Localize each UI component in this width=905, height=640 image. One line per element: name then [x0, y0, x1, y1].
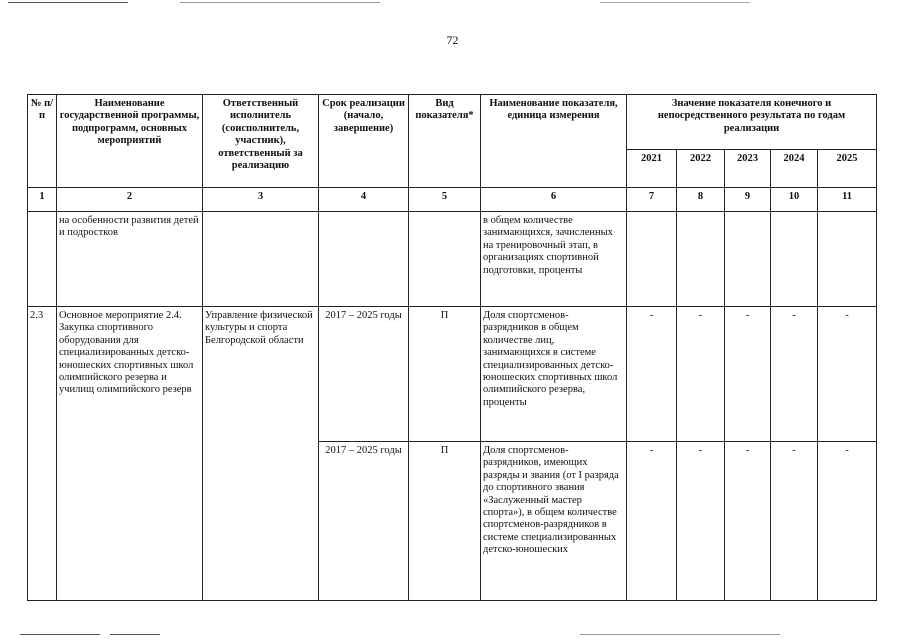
column-number: 8 [677, 188, 725, 212]
header-year: 2021 [627, 150, 677, 188]
row-term: 2017 – 2025 годы [319, 307, 409, 442]
header-year: 2025 [818, 150, 877, 188]
row-value: - [725, 442, 771, 601]
column-number: 7 [627, 188, 677, 212]
header-values: Значение показателя конечного и непосредственного результата по годам реализации [627, 95, 877, 150]
row-value [818, 212, 877, 307]
scan-edge-line [180, 2, 380, 3]
header-year: 2022 [677, 150, 725, 188]
scan-edge-line [20, 634, 100, 635]
row-value: - [627, 307, 677, 442]
row-program: на особенности развития детей и подростков [57, 212, 203, 307]
table-row [28, 212, 877, 307]
header-executor: Ответственный исполнитель (соисполнитель, участник), ответственный за реализацию [203, 95, 319, 188]
header-kind: Вид показателя* [409, 95, 481, 188]
column-number: 11 [818, 188, 877, 212]
row-indicator: в общем количестве занимающихся, зачисленных на тренировочный этап, в организациях спортивной подготовки, проценты [481, 212, 627, 307]
row-value [725, 212, 771, 307]
row-num: 2.3 [28, 307, 57, 601]
row-kind: П [409, 442, 481, 601]
row-kind: П [409, 307, 481, 442]
row-indicator: Доля спортсменов-разрядников в общем количестве лиц, занимающихся в системе специализированных детско-юношеских спортивных школ олимпийского резерва, проценты [481, 307, 627, 442]
row-program: Основное мероприятие 2.4. Закупка спортивного оборудования для специализированных детско-юношеских спортивных школ олимпийского резерва и училищ олимпийского резерв [57, 307, 203, 601]
column-number: 4 [319, 188, 409, 212]
page-number: 72 [446, 33, 459, 47]
scan-edge-line [8, 2, 128, 3]
column-number: 6 [481, 188, 627, 212]
header-term: Срок реализации (начало, завершение) [319, 95, 409, 188]
row-indicator: Доля спортсменов-разрядников, имеющих разряды и звания (от I разряда до спортивного звания «Заслуженный мастер спорта»), в общем количестве спортсменов-разрядников в системе специализированных детско-юношеских [481, 442, 627, 601]
program-indicators-table [27, 94, 877, 601]
row-value: - [771, 442, 818, 601]
row-term [319, 212, 409, 307]
row-value: - [818, 442, 877, 601]
row-kind [409, 212, 481, 307]
row-value: - [818, 307, 877, 442]
scan-edge-line [110, 634, 160, 635]
row-value: - [677, 307, 725, 442]
row-executor [203, 212, 319, 307]
column-number: 9 [725, 188, 771, 212]
header-indicator: Наименование показателя, единица измерения [481, 95, 627, 188]
row-value: - [771, 307, 818, 442]
column-number: 10 [771, 188, 818, 212]
row-value: - [627, 442, 677, 601]
row-value [771, 212, 818, 307]
header-row [28, 95, 877, 150]
row-value [677, 212, 725, 307]
column-number-row [28, 188, 877, 212]
header-num: № п/п [28, 95, 57, 188]
scan-edge-line [580, 634, 780, 635]
column-number: 5 [409, 188, 481, 212]
header-year: 2023 [725, 150, 771, 188]
row-term: 2017 – 2025 годы [319, 442, 409, 601]
column-number: 2 [57, 188, 203, 212]
row-value: - [677, 442, 725, 601]
table-row [28, 307, 877, 442]
row-num [28, 212, 57, 307]
header-year: 2024 [771, 150, 818, 188]
row-value: - [725, 307, 771, 442]
column-number: 3 [203, 188, 319, 212]
column-number: 1 [28, 188, 57, 212]
header-program: Наименование государственной программы, подпрограмм, основных мероприятий [57, 95, 203, 188]
row-executor: Управление физической культуры и спорта Белгородской области [203, 307, 319, 601]
row-value [627, 212, 677, 307]
scan-edge-line [600, 2, 750, 3]
